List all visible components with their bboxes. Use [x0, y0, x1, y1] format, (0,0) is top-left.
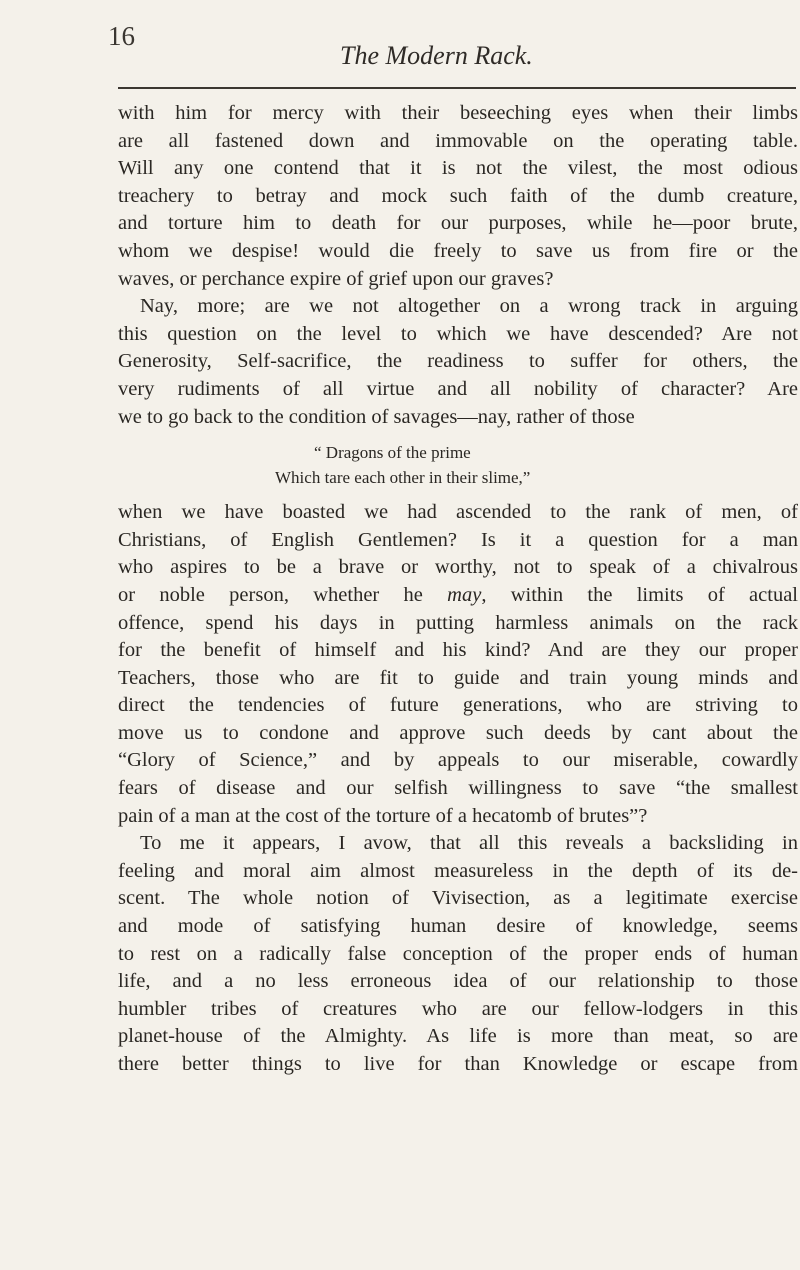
text-line: treachery to betray and mock such faith of the dumb creature, — [118, 184, 798, 207]
text-line: Nay, more; are we not altogether on a wrong track in arguing — [140, 295, 798, 318]
text-line: direct the tendencies of future generations, who are striving to — [118, 694, 798, 717]
text-line: scent. The whole notion of Vivisection, as a legitimate exercise — [118, 887, 798, 910]
text-line: and mode of satisfying human desire of knowledge, seems — [118, 915, 798, 938]
header-rule — [118, 87, 796, 89]
text-segment: or noble person, whether he — [118, 583, 448, 606]
text-line: there better things to live for than Knowledge or escape from — [118, 1053, 798, 1075]
text-line: life, and a no less erroneous idea of our relationship to those — [118, 970, 798, 993]
text-line: Christians, of English Gentlemen? Is it a question for a man — [118, 528, 798, 551]
text-line: to rest on a radically false conception of the proper ends of human — [118, 942, 798, 965]
text-line: planet-house of the Almighty. As life is more than meat, so are — [118, 1025, 798, 1048]
text-line: Generosity, Self-sacrifice, the readiness to suffer for others, the — [118, 350, 798, 373]
verse-quotation — [118, 440, 798, 490]
text-line: Will any one contend that it is not the vilest, the most odious — [118, 157, 798, 180]
body-text — [118, 100, 798, 1079]
text-line: To me it appears, I avow, that all this reveals a backsliding in — [140, 832, 798, 855]
text-line: for the benefit of himself and his kind? And are they our proper — [118, 639, 798, 662]
text-line: whom we despise! would die freely to save us from fire or the — [118, 239, 798, 262]
text-line: when we have boasted we had ascended to the rank of men, of — [118, 501, 798, 524]
text-line: humbler tribes of creatures who are our fellow-lodgers in this — [118, 997, 798, 1020]
text-line: “Glory of Science,” and by appeals to our miserable, cowardly — [118, 749, 798, 772]
text-line: are all fastened down and immovable on the operating table. — [118, 129, 798, 152]
text-line: we to go back to the condition of savages—nay, rather of those — [118, 405, 635, 428]
text-line: pain of a man at the cost of the torture of a hecatomb of brutes”? — [118, 804, 648, 827]
running-title: The Modern Rack. — [340, 41, 533, 70]
text-line: move us to condone and approve such deeds by cant about the — [118, 721, 798, 744]
quote-line: Which tare each other in their slime,” — [275, 468, 531, 488]
quote-line: “ Dragons of the prime — [314, 443, 471, 463]
text-line: offence, spend his days in putting harmless animals on the rack — [118, 611, 798, 634]
text-line: who aspires to be a brave or worthy, not to speak of a chivalrous — [118, 556, 798, 579]
paragraph — [118, 499, 798, 830]
text-line: this question on the level to which we have descended? Are not — [118, 322, 798, 345]
text-line: feeling and moral aim almost measureless in the depth of its de- — [118, 859, 798, 882]
text-line: Teachers, those who are fit to guide and train young minds and — [118, 666, 798, 689]
emphasis-may: may — [447, 583, 482, 606]
text-line: waves, or perchance expire of grief upon our graves? — [118, 267, 554, 290]
text-line: fears of disease and our selfish willingness to save “the smallest — [118, 777, 798, 800]
text-line: with him for mercy with their beseeching eyes when their limbs — [118, 102, 798, 124]
text-line: very rudiments of all virtue and all nobility of character? Are — [118, 377, 798, 400]
text-segment: , within the limits of actual — [481, 583, 798, 606]
page-number: 16 — [108, 21, 135, 51]
text-line — [118, 582, 798, 610]
text-line: and torture him to death for our purposes, while he—poor brute, — [118, 212, 798, 235]
